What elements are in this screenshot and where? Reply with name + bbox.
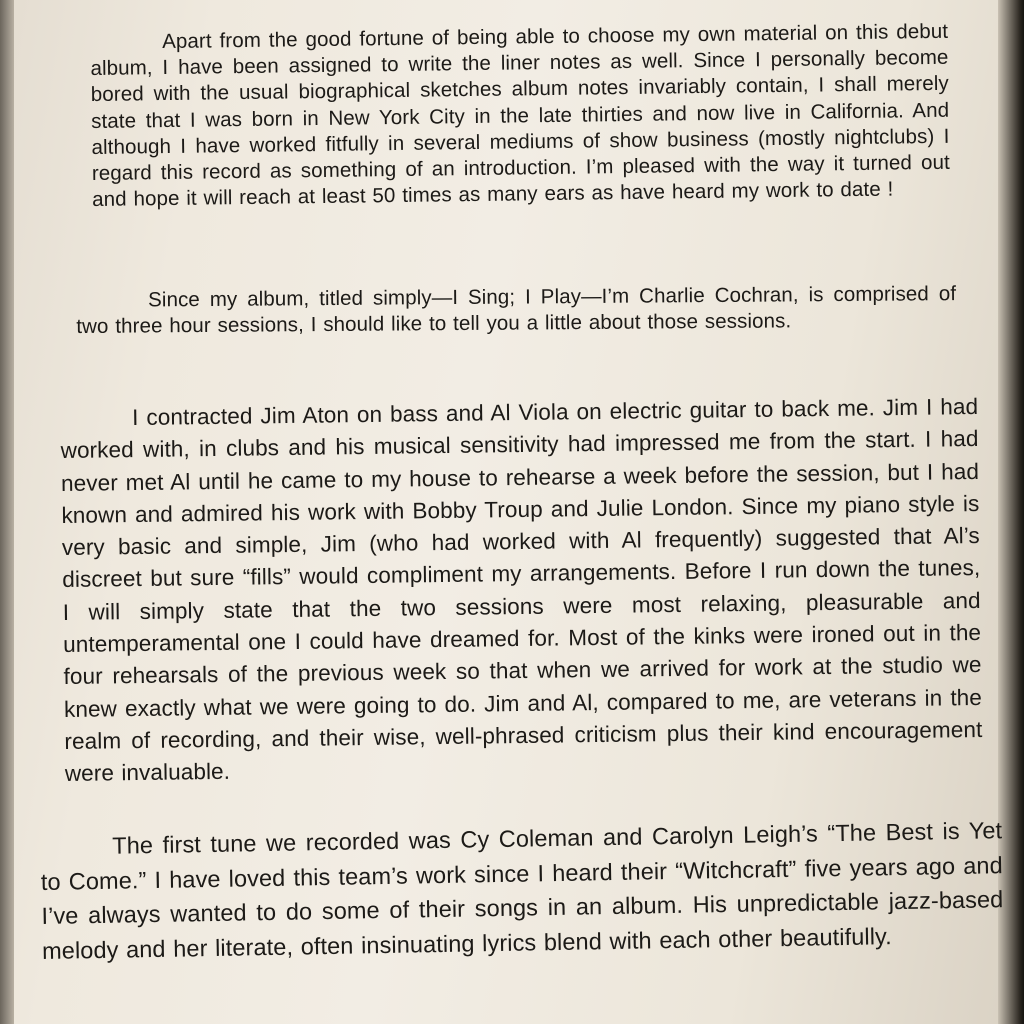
paragraph-musicians: I contracted Jim Aton on bass and Al Viola on electric guitar to back me. Jim I had worked with, in clubs and his musical sensitivity had impressed me from the start. I had never met Al until he came to my house to rehearse a week before the session, but I had known and admired his work with Bobby Troup and Julie London. Since my piano style is very basic and simple, Jim (who had worked with Al frequently) suggested that Al’s discreet but sure “fills” would compliment my arrangements. Before I run down the tunes, I will simply state that the two sessions were most relaxing, pleasurable and untemperamental one I could have dreamed for. Most of the kinks were ironed out in the four rehearsals of the previous week so that when we arrived for work at the studio we knew exactly what we were going to do. Jim and Al, compared to me, are veterans in the realm of recording, and their wise, well-phrased criticism plus their kind encouragement were invaluable. xyxy=(60,393,983,787)
paragraph-album-sessions: Since my album, titled simply—I Sing; I Play—I’m Charlie Cochran, is comprised of two three hour sessions, I should like to tell you a little about those sessions. xyxy=(76,282,957,338)
paragraph-first-tune: The first tune we recorded was Cy Coleman and Carolyn Leigh’s “The Best is Yet to Come.” I have loved this team’s work since I heard their “Witchcraft” five years ago and I’ve always wanted to do some of their songs in an album. His unpredictable jazz-based melody and her literate, often insinuating lyrics blend with each other beautifully. xyxy=(40,817,1004,964)
page-edge-shadow-left xyxy=(0,0,14,1024)
paragraph-introduction: Apart from the good fortune of being able to choose my own material on this debut album, I have been assigned to write the liner notes as well. Since I personally become bored with the usual biographical sketches album notes invariably contain, I shall merely state that I was born in New York City in the late thirties and now live in California. And although I have worked fitfully in several mediums of show business (mostly nightclubs) I regard this record as something of an introduction. I’m pleased with the way it turned out and hope it will reach at least 50 times as many ears as have heard my work to date ! xyxy=(90,19,950,212)
